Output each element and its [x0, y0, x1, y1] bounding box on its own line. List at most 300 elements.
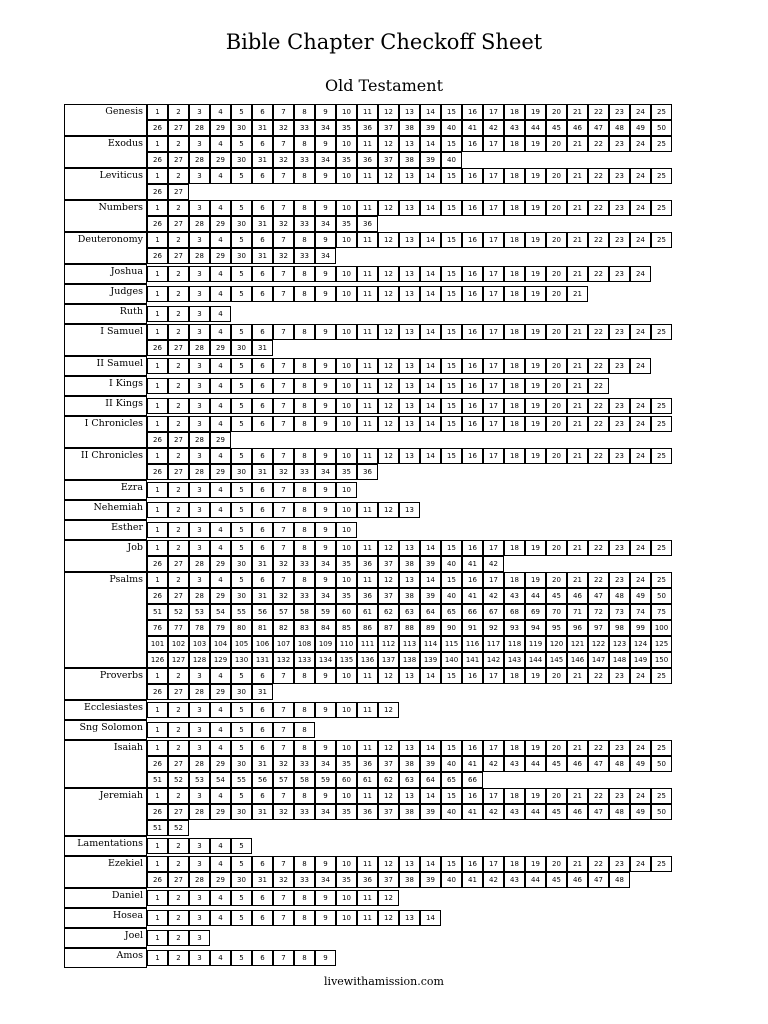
chapter-checkbox[interactable]: 1: [147, 136, 168, 152]
chapter-checkbox[interactable]: 5: [231, 266, 252, 282]
chapter-checkbox[interactable]: 12: [378, 702, 399, 718]
chapter-checkbox[interactable]: 5: [231, 740, 252, 756]
chapter-checkbox[interactable]: 3: [189, 856, 210, 872]
chapter-checkbox[interactable]: 65: [441, 772, 462, 788]
chapter-checkbox[interactable]: 7: [273, 540, 294, 556]
chapter-checkbox[interactable]: 1: [147, 324, 168, 340]
chapter-checkbox[interactable]: 30: [231, 152, 252, 168]
chapter-checkbox[interactable]: 7: [273, 572, 294, 588]
chapter-checkbox[interactable]: 7: [273, 378, 294, 394]
chapter-checkbox[interactable]: 51: [147, 604, 168, 620]
chapter-checkbox[interactable]: 28: [189, 120, 210, 136]
chapter-checkbox[interactable]: 9: [315, 668, 336, 684]
chapter-checkbox[interactable]: 9: [315, 482, 336, 498]
chapter-checkbox[interactable]: 26: [147, 872, 168, 888]
chapter-checkbox[interactable]: 28: [189, 216, 210, 232]
chapter-checkbox[interactable]: 16: [462, 448, 483, 464]
chapter-checkbox[interactable]: 14: [420, 168, 441, 184]
chapter-checkbox[interactable]: 3: [189, 740, 210, 756]
chapter-checkbox[interactable]: 15: [441, 540, 462, 556]
chapter-checkbox[interactable]: 17: [483, 324, 504, 340]
chapter-checkbox[interactable]: 11: [357, 856, 378, 872]
chapter-checkbox[interactable]: 136: [357, 652, 378, 668]
chapter-checkbox[interactable]: 86: [357, 620, 378, 636]
chapter-checkbox[interactable]: 9: [315, 266, 336, 282]
chapter-checkbox[interactable]: 34: [315, 464, 336, 480]
chapter-checkbox[interactable]: 35: [336, 120, 357, 136]
chapter-checkbox[interactable]: 8: [294, 482, 315, 498]
chapter-checkbox[interactable]: 5: [231, 416, 252, 432]
chapter-checkbox[interactable]: 31: [252, 588, 273, 604]
chapter-checkbox[interactable]: 14: [420, 740, 441, 756]
chapter-checkbox[interactable]: 91: [462, 620, 483, 636]
chapter-checkbox[interactable]: 28: [189, 248, 210, 264]
chapter-checkbox[interactable]: 34: [315, 216, 336, 232]
chapter-checkbox[interactable]: 25: [651, 200, 672, 216]
chapter-checkbox[interactable]: 28: [189, 804, 210, 820]
chapter-checkbox[interactable]: 33: [294, 248, 315, 264]
chapter-checkbox[interactable]: 17: [483, 740, 504, 756]
chapter-checkbox[interactable]: 10: [336, 358, 357, 374]
chapter-checkbox[interactable]: 6: [252, 702, 273, 718]
chapter-checkbox[interactable]: 28: [189, 756, 210, 772]
chapter-checkbox[interactable]: 1: [147, 104, 168, 120]
chapter-checkbox[interactable]: 13: [399, 266, 420, 282]
chapter-checkbox[interactable]: 29: [210, 340, 231, 356]
chapter-checkbox[interactable]: 19: [525, 448, 546, 464]
chapter-checkbox[interactable]: 19: [525, 232, 546, 248]
chapter-checkbox[interactable]: 59: [315, 772, 336, 788]
chapter-checkbox[interactable]: 23: [609, 572, 630, 588]
chapter-checkbox[interactable]: 64: [420, 772, 441, 788]
chapter-checkbox[interactable]: 8: [294, 522, 315, 538]
chapter-checkbox[interactable]: 7: [273, 910, 294, 926]
chapter-checkbox[interactable]: 105: [231, 636, 252, 652]
chapter-checkbox[interactable]: 13: [399, 740, 420, 756]
chapter-checkbox[interactable]: 35: [336, 804, 357, 820]
chapter-checkbox[interactable]: 19: [525, 286, 546, 302]
chapter-checkbox[interactable]: 20: [546, 668, 567, 684]
chapter-checkbox[interactable]: 7: [273, 702, 294, 718]
chapter-checkbox[interactable]: 2: [168, 540, 189, 556]
chapter-checkbox[interactable]: 15: [441, 740, 462, 756]
chapter-checkbox[interactable]: 54: [210, 772, 231, 788]
chapter-checkbox[interactable]: 23: [609, 398, 630, 414]
chapter-checkbox[interactable]: 22: [588, 358, 609, 374]
chapter-checkbox[interactable]: 5: [231, 448, 252, 464]
chapter-checkbox[interactable]: 15: [441, 856, 462, 872]
chapter-checkbox[interactable]: 1: [147, 540, 168, 556]
chapter-checkbox[interactable]: 139: [420, 652, 441, 668]
chapter-checkbox[interactable]: 41: [462, 872, 483, 888]
chapter-checkbox[interactable]: 24: [630, 136, 651, 152]
chapter-checkbox[interactable]: 88: [399, 620, 420, 636]
chapter-checkbox[interactable]: 41: [462, 804, 483, 820]
chapter-checkbox[interactable]: 18: [504, 378, 525, 394]
chapter-checkbox[interactable]: 23: [609, 788, 630, 804]
chapter-checkbox[interactable]: 1: [147, 722, 168, 738]
chapter-checkbox[interactable]: 38: [399, 756, 420, 772]
chapter-checkbox[interactable]: 115: [441, 636, 462, 652]
chapter-checkbox[interactable]: 17: [483, 572, 504, 588]
chapter-checkbox[interactable]: 27: [168, 464, 189, 480]
chapter-checkbox[interactable]: 26: [147, 556, 168, 572]
chapter-checkbox[interactable]: 26: [147, 152, 168, 168]
chapter-checkbox[interactable]: 17: [483, 398, 504, 414]
chapter-checkbox[interactable]: 23: [609, 856, 630, 872]
chapter-checkbox[interactable]: 62: [378, 772, 399, 788]
chapter-checkbox[interactable]: 143: [504, 652, 525, 668]
chapter-checkbox[interactable]: 55: [231, 772, 252, 788]
chapter-checkbox[interactable]: 17: [483, 286, 504, 302]
chapter-checkbox[interactable]: 9: [315, 910, 336, 926]
chapter-checkbox[interactable]: 113: [399, 636, 420, 652]
chapter-checkbox[interactable]: 11: [357, 572, 378, 588]
chapter-checkbox[interactable]: 5: [231, 540, 252, 556]
chapter-checkbox[interactable]: 35: [336, 464, 357, 480]
chapter-checkbox[interactable]: 75: [651, 604, 672, 620]
chapter-checkbox[interactable]: 9: [315, 232, 336, 248]
chapter-checkbox[interactable]: 19: [525, 788, 546, 804]
chapter-checkbox[interactable]: 7: [273, 856, 294, 872]
chapter-checkbox[interactable]: 66: [462, 604, 483, 620]
chapter-checkbox[interactable]: 16: [462, 398, 483, 414]
chapter-checkbox[interactable]: 10: [336, 136, 357, 152]
chapter-checkbox[interactable]: 22: [588, 324, 609, 340]
chapter-checkbox[interactable]: 29: [210, 120, 231, 136]
chapter-checkbox[interactable]: 9: [315, 398, 336, 414]
chapter-checkbox[interactable]: 5: [231, 502, 252, 518]
chapter-checkbox[interactable]: 63: [399, 772, 420, 788]
chapter-checkbox[interactable]: 12: [378, 788, 399, 804]
chapter-checkbox[interactable]: 51: [147, 820, 168, 836]
chapter-checkbox[interactable]: 32: [273, 248, 294, 264]
chapter-checkbox[interactable]: 7: [273, 398, 294, 414]
chapter-checkbox[interactable]: 117: [483, 636, 504, 652]
chapter-checkbox[interactable]: 46: [567, 756, 588, 772]
chapter-checkbox[interactable]: 16: [462, 200, 483, 216]
chapter-checkbox[interactable]: 24: [630, 398, 651, 414]
chapter-checkbox[interactable]: 18: [504, 136, 525, 152]
chapter-checkbox[interactable]: 19: [525, 572, 546, 588]
chapter-checkbox[interactable]: 3: [189, 232, 210, 248]
chapter-checkbox[interactable]: 145: [546, 652, 567, 668]
chapter-checkbox[interactable]: 36: [357, 464, 378, 480]
chapter-checkbox[interactable]: 2: [168, 324, 189, 340]
chapter-checkbox[interactable]: 21: [567, 788, 588, 804]
chapter-checkbox[interactable]: 36: [357, 804, 378, 820]
chapter-checkbox[interactable]: 23: [609, 540, 630, 556]
chapter-checkbox[interactable]: 28: [189, 152, 210, 168]
chapter-checkbox[interactable]: 4: [210, 668, 231, 684]
chapter-checkbox[interactable]: 134: [315, 652, 336, 668]
chapter-checkbox[interactable]: 128: [189, 652, 210, 668]
chapter-checkbox[interactable]: 31: [252, 684, 273, 700]
chapter-checkbox[interactable]: 1: [147, 266, 168, 282]
chapter-checkbox[interactable]: 7: [273, 890, 294, 906]
chapter-checkbox[interactable]: 16: [462, 324, 483, 340]
chapter-checkbox[interactable]: 15: [441, 136, 462, 152]
chapter-checkbox[interactable]: 26: [147, 756, 168, 772]
chapter-checkbox[interactable]: 6: [252, 136, 273, 152]
chapter-checkbox[interactable]: 13: [399, 168, 420, 184]
chapter-checkbox[interactable]: 6: [252, 572, 273, 588]
chapter-checkbox[interactable]: 21: [567, 572, 588, 588]
chapter-checkbox[interactable]: 3: [189, 910, 210, 926]
chapter-checkbox[interactable]: 103: [189, 636, 210, 652]
chapter-checkbox[interactable]: 2: [168, 448, 189, 464]
chapter-checkbox[interactable]: 29: [210, 556, 231, 572]
chapter-checkbox[interactable]: 12: [378, 890, 399, 906]
chapter-checkbox[interactable]: 30: [231, 464, 252, 480]
chapter-checkbox[interactable]: 35: [336, 588, 357, 604]
chapter-checkbox[interactable]: 23: [609, 324, 630, 340]
chapter-checkbox[interactable]: 16: [462, 668, 483, 684]
chapter-checkbox[interactable]: 127: [168, 652, 189, 668]
chapter-checkbox[interactable]: 13: [399, 324, 420, 340]
chapter-checkbox[interactable]: 16: [462, 856, 483, 872]
chapter-checkbox[interactable]: 11: [357, 398, 378, 414]
chapter-checkbox[interactable]: 36: [357, 216, 378, 232]
chapter-checkbox[interactable]: 47: [588, 756, 609, 772]
chapter-checkbox[interactable]: 149: [630, 652, 651, 668]
chapter-checkbox[interactable]: 2: [168, 502, 189, 518]
chapter-checkbox[interactable]: 45: [546, 872, 567, 888]
chapter-checkbox[interactable]: 84: [315, 620, 336, 636]
chapter-checkbox[interactable]: 1: [147, 398, 168, 414]
chapter-checkbox[interactable]: 27: [168, 216, 189, 232]
chapter-checkbox[interactable]: 2: [168, 890, 189, 906]
chapter-checkbox[interactable]: 38: [399, 556, 420, 572]
chapter-checkbox[interactable]: 4: [210, 950, 231, 966]
chapter-checkbox[interactable]: 14: [420, 668, 441, 684]
chapter-checkbox[interactable]: 26: [147, 216, 168, 232]
chapter-checkbox[interactable]: 58: [294, 604, 315, 620]
chapter-checkbox[interactable]: 27: [168, 340, 189, 356]
chapter-checkbox[interactable]: 2: [168, 856, 189, 872]
chapter-checkbox[interactable]: 32: [273, 464, 294, 480]
chapter-checkbox[interactable]: 110: [336, 636, 357, 652]
chapter-checkbox[interactable]: 104: [210, 636, 231, 652]
chapter-checkbox[interactable]: 10: [336, 572, 357, 588]
chapter-checkbox[interactable]: 18: [504, 668, 525, 684]
chapter-checkbox[interactable]: 5: [231, 668, 252, 684]
chapter-checkbox[interactable]: 4: [210, 702, 231, 718]
chapter-checkbox[interactable]: 33: [294, 804, 315, 820]
chapter-checkbox[interactable]: 45: [546, 120, 567, 136]
chapter-checkbox[interactable]: 64: [420, 604, 441, 620]
chapter-checkbox[interactable]: 8: [294, 358, 315, 374]
chapter-checkbox[interactable]: 21: [567, 324, 588, 340]
chapter-checkbox[interactable]: 39: [420, 588, 441, 604]
chapter-checkbox[interactable]: 11: [357, 136, 378, 152]
chapter-checkbox[interactable]: 5: [231, 482, 252, 498]
chapter-checkbox[interactable]: 62: [378, 604, 399, 620]
chapter-checkbox[interactable]: 16: [462, 572, 483, 588]
chapter-checkbox[interactable]: 26: [147, 248, 168, 264]
chapter-checkbox[interactable]: 40: [441, 152, 462, 168]
chapter-checkbox[interactable]: 45: [546, 756, 567, 772]
chapter-checkbox[interactable]: 3: [189, 448, 210, 464]
chapter-checkbox[interactable]: 33: [294, 756, 315, 772]
chapter-checkbox[interactable]: 10: [336, 910, 357, 926]
chapter-checkbox[interactable]: 6: [252, 788, 273, 804]
chapter-checkbox[interactable]: 23: [609, 104, 630, 120]
chapter-checkbox[interactable]: 20: [546, 572, 567, 588]
chapter-checkbox[interactable]: 11: [357, 788, 378, 804]
chapter-checkbox[interactable]: 52: [168, 772, 189, 788]
chapter-checkbox[interactable]: 1: [147, 838, 168, 854]
chapter-checkbox[interactable]: 53: [189, 604, 210, 620]
chapter-checkbox[interactable]: 5: [231, 722, 252, 738]
chapter-checkbox[interactable]: 18: [504, 358, 525, 374]
chapter-checkbox[interactable]: 21: [567, 168, 588, 184]
chapter-checkbox[interactable]: 100: [651, 620, 672, 636]
chapter-checkbox[interactable]: 9: [315, 788, 336, 804]
chapter-checkbox[interactable]: 7: [273, 168, 294, 184]
chapter-checkbox[interactable]: 6: [252, 398, 273, 414]
chapter-checkbox[interactable]: 12: [378, 740, 399, 756]
chapter-checkbox[interactable]: 50: [651, 756, 672, 772]
chapter-checkbox[interactable]: 5: [231, 522, 252, 538]
chapter-checkbox[interactable]: 17: [483, 540, 504, 556]
chapter-checkbox[interactable]: 37: [378, 120, 399, 136]
chapter-checkbox[interactable]: 3: [189, 950, 210, 966]
chapter-checkbox[interactable]: 4: [210, 324, 231, 340]
chapter-checkbox[interactable]: 3: [189, 702, 210, 718]
chapter-checkbox[interactable]: 7: [273, 136, 294, 152]
chapter-checkbox[interactable]: 49: [630, 120, 651, 136]
chapter-checkbox[interactable]: 20: [546, 788, 567, 804]
chapter-checkbox[interactable]: 6: [252, 286, 273, 302]
chapter-checkbox[interactable]: 33: [294, 152, 315, 168]
chapter-checkbox[interactable]: 7: [273, 950, 294, 966]
chapter-checkbox[interactable]: 34: [315, 120, 336, 136]
chapter-checkbox[interactable]: 12: [378, 448, 399, 464]
chapter-checkbox[interactable]: 3: [189, 286, 210, 302]
chapter-checkbox[interactable]: 1: [147, 740, 168, 756]
chapter-checkbox[interactable]: 137: [378, 652, 399, 668]
chapter-checkbox[interactable]: 19: [525, 416, 546, 432]
chapter-checkbox[interactable]: 93: [504, 620, 525, 636]
chapter-checkbox[interactable]: 18: [504, 324, 525, 340]
chapter-checkbox[interactable]: 6: [252, 200, 273, 216]
chapter-checkbox[interactable]: 4: [210, 502, 231, 518]
chapter-checkbox[interactable]: 25: [651, 856, 672, 872]
chapter-checkbox[interactable]: 37: [378, 872, 399, 888]
chapter-checkbox[interactable]: 1: [147, 448, 168, 464]
chapter-checkbox[interactable]: 28: [189, 556, 210, 572]
chapter-checkbox[interactable]: 25: [651, 168, 672, 184]
chapter-checkbox[interactable]: 9: [315, 416, 336, 432]
chapter-checkbox[interactable]: 13: [399, 502, 420, 518]
chapter-checkbox[interactable]: 13: [399, 448, 420, 464]
chapter-checkbox[interactable]: 25: [651, 136, 672, 152]
chapter-checkbox[interactable]: 26: [147, 432, 168, 448]
chapter-checkbox[interactable]: 13: [399, 286, 420, 302]
chapter-checkbox[interactable]: 6: [252, 856, 273, 872]
chapter-checkbox[interactable]: 12: [378, 136, 399, 152]
chapter-checkbox[interactable]: 43: [504, 120, 525, 136]
chapter-checkbox[interactable]: 98: [609, 620, 630, 636]
chapter-checkbox[interactable]: 23: [609, 266, 630, 282]
chapter-checkbox[interactable]: 1: [147, 306, 168, 322]
chapter-checkbox[interactable]: 31: [252, 804, 273, 820]
chapter-checkbox[interactable]: 5: [231, 910, 252, 926]
chapter-checkbox[interactable]: 5: [231, 702, 252, 718]
chapter-checkbox[interactable]: 3: [189, 104, 210, 120]
chapter-checkbox[interactable]: 5: [231, 572, 252, 588]
chapter-checkbox[interactable]: 21: [567, 398, 588, 414]
chapter-checkbox[interactable]: 16: [462, 788, 483, 804]
chapter-checkbox[interactable]: 111: [357, 636, 378, 652]
chapter-checkbox[interactable]: 56: [252, 772, 273, 788]
chapter-checkbox[interactable]: 9: [315, 136, 336, 152]
chapter-checkbox[interactable]: 21: [567, 448, 588, 464]
chapter-checkbox[interactable]: 38: [399, 588, 420, 604]
chapter-checkbox[interactable]: 18: [504, 104, 525, 120]
chapter-checkbox[interactable]: 37: [378, 588, 399, 604]
chapter-checkbox[interactable]: 144: [525, 652, 546, 668]
chapter-checkbox[interactable]: 8: [294, 168, 315, 184]
chapter-checkbox[interactable]: 14: [420, 286, 441, 302]
chapter-checkbox[interactable]: 53: [189, 772, 210, 788]
chapter-checkbox[interactable]: 24: [630, 416, 651, 432]
chapter-checkbox[interactable]: 11: [357, 286, 378, 302]
chapter-checkbox[interactable]: 3: [189, 306, 210, 322]
chapter-checkbox[interactable]: 12: [378, 910, 399, 926]
chapter-checkbox[interactable]: 2: [168, 838, 189, 854]
chapter-checkbox[interactable]: 96: [567, 620, 588, 636]
chapter-checkbox[interactable]: 65: [441, 604, 462, 620]
chapter-checkbox[interactable]: 6: [252, 324, 273, 340]
chapter-checkbox[interactable]: 14: [420, 572, 441, 588]
chapter-checkbox[interactable]: 77: [168, 620, 189, 636]
chapter-checkbox[interactable]: 23: [609, 200, 630, 216]
chapter-checkbox[interactable]: 20: [546, 232, 567, 248]
chapter-checkbox[interactable]: 4: [210, 890, 231, 906]
chapter-checkbox[interactable]: 30: [231, 684, 252, 700]
chapter-checkbox[interactable]: 35: [336, 756, 357, 772]
chapter-checkbox[interactable]: 9: [315, 324, 336, 340]
chapter-checkbox[interactable]: 12: [378, 104, 399, 120]
chapter-checkbox[interactable]: 14: [420, 104, 441, 120]
chapter-checkbox[interactable]: 7: [273, 324, 294, 340]
chapter-checkbox[interactable]: 9: [315, 950, 336, 966]
chapter-checkbox[interactable]: 1: [147, 378, 168, 394]
chapter-checkbox[interactable]: 3: [189, 838, 210, 854]
chapter-checkbox[interactable]: 34: [315, 804, 336, 820]
chapter-checkbox[interactable]: 5: [231, 168, 252, 184]
chapter-checkbox[interactable]: 22: [588, 572, 609, 588]
chapter-checkbox[interactable]: 3: [189, 482, 210, 498]
chapter-checkbox[interactable]: 49: [630, 756, 651, 772]
chapter-checkbox[interactable]: 8: [294, 856, 315, 872]
chapter-checkbox[interactable]: 40: [441, 588, 462, 604]
chapter-checkbox[interactable]: 2: [168, 788, 189, 804]
chapter-checkbox[interactable]: 16: [462, 378, 483, 394]
chapter-checkbox[interactable]: 3: [189, 722, 210, 738]
chapter-checkbox[interactable]: 20: [546, 740, 567, 756]
chapter-checkbox[interactable]: 1: [147, 358, 168, 374]
chapter-checkbox[interactable]: 19: [525, 358, 546, 374]
chapter-checkbox[interactable]: 15: [441, 358, 462, 374]
chapter-checkbox[interactable]: 14: [420, 856, 441, 872]
chapter-checkbox[interactable]: 15: [441, 572, 462, 588]
chapter-checkbox[interactable]: 11: [357, 740, 378, 756]
chapter-checkbox[interactable]: 39: [420, 756, 441, 772]
chapter-checkbox[interactable]: 22: [588, 232, 609, 248]
